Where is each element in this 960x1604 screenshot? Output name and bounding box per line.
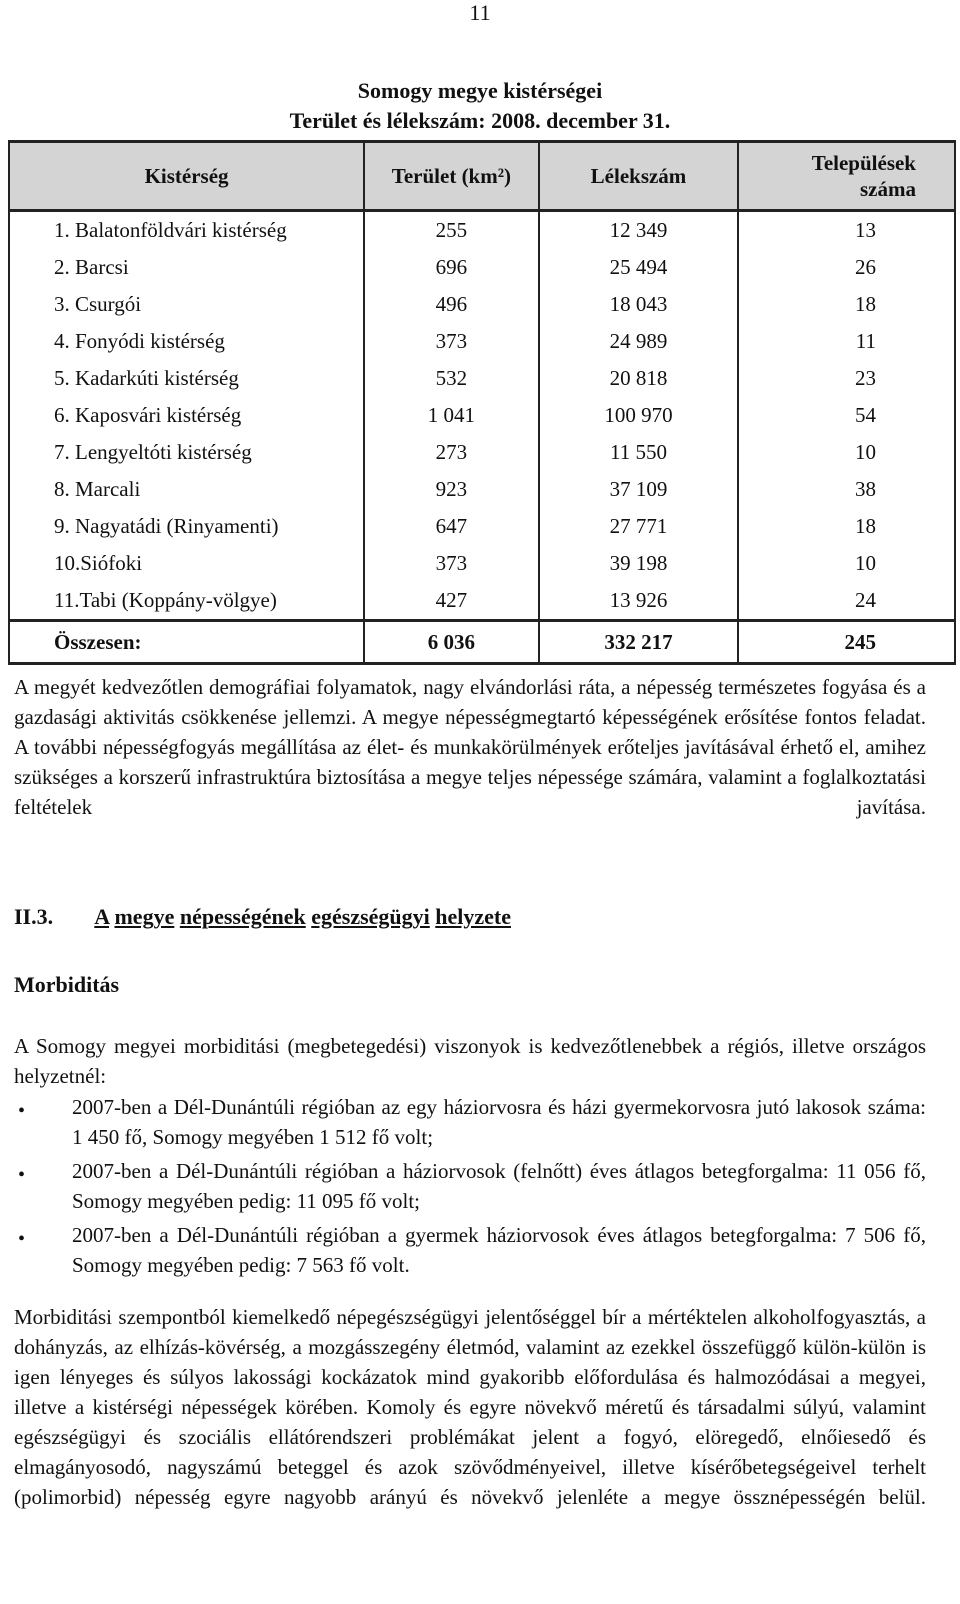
bullet-icon: •	[18, 1164, 26, 1186]
cell-population: 24 989	[539, 323, 739, 360]
cell-subregion: 1. Balatonföldvári kistérség	[9, 211, 364, 250]
cell-population: 18 043	[539, 286, 739, 323]
table-title-line2: Terület és lélekszám: 2008. december 31.	[289, 108, 671, 133]
cell-area: 696	[364, 249, 539, 286]
cell-population: 13 926	[539, 582, 739, 621]
cell-area: 427	[364, 582, 539, 621]
bullet-item	[14, 1156, 926, 1216]
cell-subregion: 10.Siófoki	[9, 545, 364, 582]
cell-population: 12 349	[539, 211, 739, 250]
paragraph-demography: A megyét kedvezőtlen demográfiai folyamatok, nagy elvándorlási ráta, a népesség természetes fogyása és a gazdasági aktivitás csökkenése jellemzi. A megye népességmegtartó képességének erősítése fontos feladat. A további népességfogyás megállítása az élet- és munkakörülmények erőteljes javításával érhető el, amihez szükséges a korszerű infrastruktúra biztosítása a megye teljes népessége számára, valamint a foglalkoztatási feltételek javítása.	[14, 675, 926, 819]
bullet-text: 2007-ben a Dél-Dunántúli régióban a gyermek háziorvosok éves átlagos betegforgalma: 7 506 fő, Somogy megyében pedig: 7 563 fő volt.	[72, 1223, 926, 1277]
table-row	[9, 471, 955, 508]
cell-subregion: 4. Fonyódi kistérség	[9, 323, 364, 360]
subheading-morbidity: Morbiditás	[14, 972, 120, 997]
bullet-item	[14, 1092, 926, 1152]
total-cell-area: 6 036	[364, 621, 539, 664]
bullet-text: 2007-ben a Dél-Dunántúli régióban az egy háziorvosra és házi gyermekorvosra jutó lakosok száma: 1 450 fő, Somogy megyében 1 512 fő volt;	[72, 1095, 926, 1149]
bullet-icon: •	[18, 1100, 26, 1122]
cell-population: 27 771	[539, 508, 739, 545]
cell-settlements: 10	[738, 434, 955, 471]
cell-settlements: 11	[738, 323, 955, 360]
table-row	[9, 508, 955, 545]
cell-settlements: 10	[738, 545, 955, 582]
cell-settlements: 18	[738, 286, 955, 323]
cell-area: 1 041	[364, 397, 539, 434]
table-row	[9, 397, 955, 434]
cell-subregion: 11.Tabi (Koppány-völgye)	[9, 582, 364, 621]
table-title	[0, 76, 960, 136]
total-cell-population: 332 217	[539, 621, 739, 664]
table-row	[9, 323, 955, 360]
subregion-table	[8, 140, 956, 665]
bullet-text: 2007-ben a Dél-Dunántúli régióban a háziorvosok (felnőtt) éves átlagos betegforgalma: 11 056 fő, Somogy megyében pedig: 11 095 fő volt;	[72, 1159, 926, 1213]
table-row	[9, 286, 955, 323]
morbidity-bullet-list	[14, 1092, 926, 1284]
cell-population: 100 970	[539, 397, 739, 434]
cell-subregion: 6. Kaposvári kistérség	[9, 397, 364, 434]
section-title-word: A	[94, 904, 109, 929]
header-settlements-line2: száma	[860, 177, 916, 201]
cell-settlements: 24	[738, 582, 955, 621]
cell-area: 255	[364, 211, 539, 250]
cell-settlements: 18	[738, 508, 955, 545]
table-row	[9, 211, 955, 250]
cell-population: 25 494	[539, 249, 739, 286]
header-settlements-line1: Települések	[811, 151, 916, 175]
section-number: II.3.	[14, 904, 54, 929]
cell-area: 373	[364, 323, 539, 360]
cell-population: 37 109	[539, 471, 739, 508]
table-row	[9, 582, 955, 621]
paragraph-risk-factors: Morbiditási szempontból kiemelkedő népegészségügyi jelentőséggel bír a mértéktelen alkoholfogyasztás, a dohányzás, az elhízás-kövérség, a mozgásszegény életmód, valamint az ezekkel összefüggő külön-külön is igen lényeges és súlyos lakossági kockázatok mind gyakoribb előfordulása és halmozódásai a megyei, illetve a kistérségi népességek körében. Komoly és egyre növekvő méretű és társadalmi súlyú, valamint egészségügyi és szociális ellátórendszeri problémákat jelent a fogyó, elöregedő, elnőiesedő és elmagányosodó, nagyszámú beteggel és azok szövődményeivel, illetve kísérőbetegségeivel terhelt (polimorbid) népesség egyre nagyobb arányú és növekvő jelenléte a megye össznépességén belül.	[14, 1305, 926, 1509]
cell-subregion: 2. Barcsi	[9, 249, 364, 286]
section-heading	[14, 904, 511, 930]
header-area: Terület (km²)	[364, 142, 539, 211]
bullet-icon: •	[18, 1228, 26, 1250]
table-total-row	[9, 621, 955, 664]
header-population: Lélekszám	[539, 142, 739, 211]
cell-population: 39 198	[539, 545, 739, 582]
cell-subregion: 7. Lengyeltóti kistérség	[9, 434, 364, 471]
cell-settlements: 13	[738, 211, 955, 250]
table-header-row	[9, 142, 955, 211]
section-title-word: megye	[114, 904, 175, 929]
table-row	[9, 434, 955, 471]
cell-area: 496	[364, 286, 539, 323]
cell-settlements: 38	[738, 471, 955, 508]
cell-area: 532	[364, 360, 539, 397]
cell-population: 11 550	[539, 434, 739, 471]
header-subregion: Kistérség	[9, 142, 364, 211]
header-settlements	[738, 142, 955, 211]
cell-population: 20 818	[539, 360, 739, 397]
bullet-item	[14, 1220, 926, 1280]
section-title-word: helyzete	[435, 904, 511, 929]
cell-settlements: 23	[738, 360, 955, 397]
table-row	[9, 249, 955, 286]
cell-subregion: 8. Marcali	[9, 471, 364, 508]
section-title-word: népességének	[179, 904, 306, 929]
cell-subregion: 3. Csurgói	[9, 286, 364, 323]
cell-settlements: 54	[738, 397, 955, 434]
cell-area: 373	[364, 545, 539, 582]
total-cell-subregion: Összesen:	[9, 621, 364, 664]
cell-settlements: 26	[738, 249, 955, 286]
table-row	[9, 360, 955, 397]
cell-subregion: 5. Kadarkúti kistérség	[9, 360, 364, 397]
section-title-word: egészségügyi	[311, 904, 430, 929]
cell-area: 273	[364, 434, 539, 471]
table-title-line1: Somogy megye kistérségei	[357, 78, 603, 103]
cell-area: 923	[364, 471, 539, 508]
cell-subregion: 9. Nagyatádi (Rinyamenti)	[9, 508, 364, 545]
cell-area: 647	[364, 508, 539, 545]
paragraph-morbidity-intro: A Somogy megyei morbiditási (megbetegedési) viszonyok is kedvezőtlenebbek a régiós, illetve országos helyzetnél:	[14, 1034, 926, 1088]
page-number: 11	[469, 0, 491, 25]
table-row	[9, 545, 955, 582]
total-cell-settlements: 245	[738, 621, 955, 664]
